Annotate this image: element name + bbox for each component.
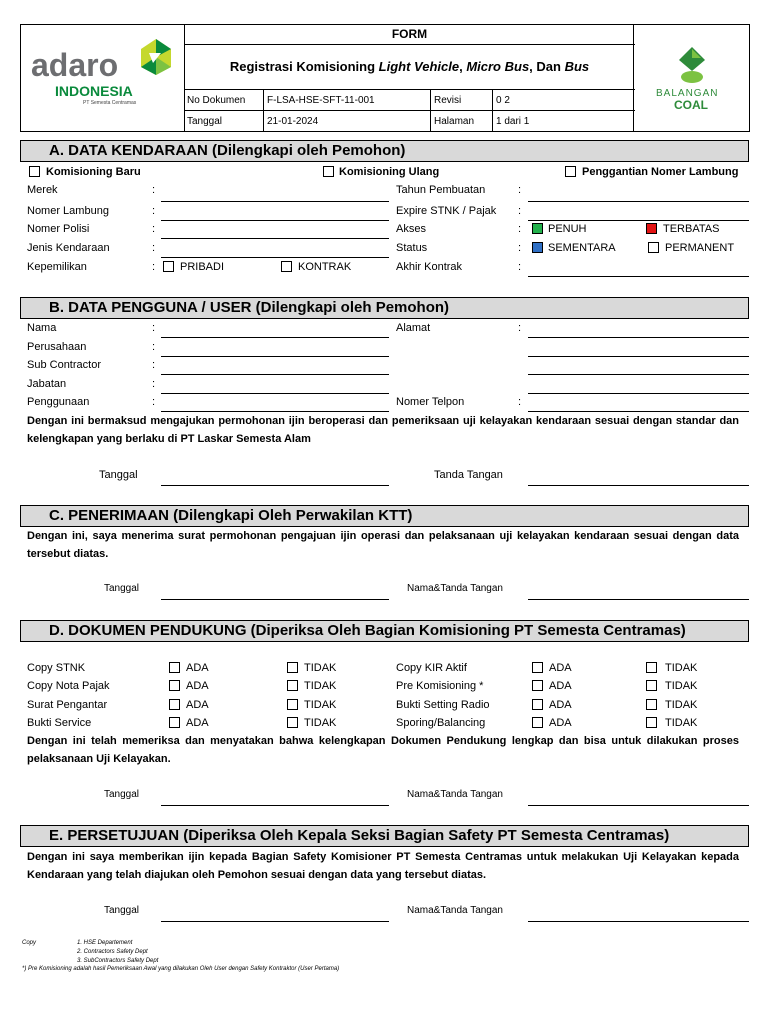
balangan-emblem-icon xyxy=(679,47,705,85)
title-light-vehicle: Light Vehicle xyxy=(378,59,460,74)
colon: : xyxy=(518,205,522,217)
colon: : xyxy=(518,322,522,334)
colon: : xyxy=(152,378,156,390)
no-dokumen-value: F-LSA-HSE-SFT-11-001 xyxy=(264,90,431,110)
penuh-checkbox[interactable] xyxy=(532,223,543,234)
section-e-title: E. PERSETUJUAN (Diperiksa Oleh Kepala Seksi Bagian Safety PT Semesta Centramas) xyxy=(20,825,749,847)
c-nama-ttd-label: Nama&Tanda Tangan xyxy=(407,583,503,594)
akhir-kontrak-label: Akhir Kontrak xyxy=(396,261,463,273)
nomer-lambung-field[interactable] xyxy=(161,220,389,221)
title-part: Registrasi Komisioning xyxy=(229,59,379,74)
e-tanggal-label: Tanggal xyxy=(104,905,140,916)
akhir-kontrak-field[interactable] xyxy=(528,276,749,277)
d-ada-checkbox[interactable] xyxy=(532,680,543,691)
d-tidak-checkbox[interactable] xyxy=(287,717,298,728)
d-tidak-label: TIDAK xyxy=(665,680,698,692)
tanggal-value: 21-01-2024 xyxy=(264,111,431,131)
d-tidak-checkbox[interactable] xyxy=(287,699,298,710)
d-ada-checkbox[interactable] xyxy=(532,699,543,710)
jenis-kendaraan-field[interactable] xyxy=(161,257,389,258)
section-b-statement: Dengan ini bermaksud mengajukan permohonan ijin beroperasi dan pemeriksaan uji kelayakan kendaraan sesuai dengan standar dan kelengkapan yang berlaku di PT Laskar Semesta Alam xyxy=(27,415,739,445)
footer-copy-item: 2. Contractors Safety Dept xyxy=(77,949,148,955)
d-ada-label: ADA xyxy=(549,680,572,692)
tahun-pembuatan-label: Tahun Pembuatan xyxy=(396,184,486,196)
nama-field[interactable] xyxy=(161,337,389,338)
expire-field[interactable] xyxy=(528,220,749,221)
footer-copy-item: 1. HSE Departement xyxy=(77,940,133,946)
balangan-logo xyxy=(633,25,749,131)
permanent-checkbox[interactable] xyxy=(648,242,659,253)
alamat-field-3[interactable] xyxy=(528,374,749,375)
d-ada-label: ADA xyxy=(186,699,209,711)
tanggal-label: Tanggal xyxy=(184,111,264,131)
colon: : xyxy=(152,242,156,254)
d-left-item: Bukti Service xyxy=(27,717,92,729)
d-ada-checkbox[interactable] xyxy=(532,717,543,728)
d-ada-checkbox[interactable] xyxy=(169,662,180,673)
halaman-value: 1 dari 1 xyxy=(496,115,530,127)
colon: : xyxy=(152,205,156,217)
nomer-telpon-label: Nomer Telpon xyxy=(396,396,465,408)
d-tidak-label: TIDAK xyxy=(304,680,337,692)
title-row xyxy=(184,45,635,90)
b-tanggal-label: Tanggal xyxy=(99,469,138,481)
adaro-wordmark: adaro xyxy=(31,47,119,83)
tahun-pembuatan-field[interactable] xyxy=(528,201,749,202)
section-a-title: A. DATA KENDARAAN (Dilengkapi oleh Pemohon) xyxy=(20,140,749,162)
jabatan-label: Jabatan xyxy=(27,378,67,390)
d-tidak-label: TIDAK xyxy=(665,662,698,674)
alamat-field-1[interactable] xyxy=(528,337,749,338)
d-tidak-label: TIDAK xyxy=(665,717,698,729)
komisioning-ulang-checkbox[interactable] xyxy=(323,166,334,177)
colon: : xyxy=(518,396,522,408)
b-tanggal-field[interactable] xyxy=(161,485,389,486)
e-nama-ttd-label: Nama&Tanda Tangan xyxy=(407,905,503,916)
expire-label: Expire STNK / Pajak xyxy=(396,205,497,217)
e-tanggal-field[interactable] xyxy=(161,921,389,922)
d-ada-label: ADA xyxy=(186,680,209,692)
penuh-label: PENUH xyxy=(548,223,587,235)
revisi-value: 0 2 xyxy=(496,94,510,106)
perusahaan-field[interactable] xyxy=(161,356,389,357)
d-ada-label: ADA xyxy=(549,662,572,674)
title-bus: Bus xyxy=(564,59,590,74)
revisi-label: Revisi xyxy=(431,90,493,110)
alamat-field-2[interactable] xyxy=(528,356,749,357)
colon: : xyxy=(518,184,522,196)
sementara-checkbox[interactable] xyxy=(532,242,543,253)
jabatan-field[interactable] xyxy=(161,393,389,394)
d-ada-checkbox[interactable] xyxy=(169,680,180,691)
form-header xyxy=(20,24,750,132)
d-left-item: Surat Pengantar xyxy=(27,699,108,711)
title-micro-bus: Micro Bus xyxy=(466,59,530,74)
d-tidak-label: TIDAK xyxy=(304,717,337,729)
d-ada-checkbox[interactable] xyxy=(169,717,180,728)
title-part: , Dan xyxy=(529,59,565,74)
d-right-item: Bukti Setting Radio xyxy=(396,699,490,711)
d-tidak-checkbox[interactable] xyxy=(646,699,657,710)
kontrak-label: KONTRAK xyxy=(298,261,352,273)
colon: : xyxy=(152,184,156,196)
form-label: FORM xyxy=(391,27,428,41)
penggunaan-label: Penggunaan xyxy=(27,396,90,408)
d-ada-label: ADA xyxy=(549,717,572,729)
adaro-indonesia: INDONESIA xyxy=(55,83,133,99)
penggantian-label: Penggantian Nomer Lambung xyxy=(582,166,739,178)
form-label-row xyxy=(184,25,635,45)
no-dokumen-label: No Dokumen xyxy=(184,90,264,110)
d-ada-label: ADA xyxy=(549,699,572,711)
b-tanda-tangan-label: Tanda Tangan xyxy=(434,469,503,481)
komisioning-ulang-label: Komisioning Ulang xyxy=(339,166,440,178)
colon: : xyxy=(152,261,156,273)
date-row xyxy=(184,111,635,131)
d-tidak-checkbox[interactable] xyxy=(646,680,657,691)
d-right-item: Sporing/Balancing xyxy=(396,717,486,729)
colon: : xyxy=(152,341,156,353)
section-d-statement: Dengan ini telah memeriksa dan menyatakan bahwa kelengkapan Dokumen Pendukung lengkap dan bisa untuk dilakukan proses pelaksanaan Uji Kelayakan. xyxy=(27,735,739,765)
d-right-item: Pre Komisioning * xyxy=(396,680,484,692)
d-left-item: Copy Nota Pajak xyxy=(27,680,110,692)
e-nama-ttd-field[interactable] xyxy=(528,921,749,922)
colon: : xyxy=(152,322,156,334)
d-tidak-checkbox[interactable] xyxy=(287,662,298,673)
komisioning-baru-checkbox[interactable] xyxy=(29,166,40,177)
alamat-label: Alamat xyxy=(396,322,431,334)
d-ada-checkbox[interactable] xyxy=(532,662,543,673)
nomer-polisi-field[interactable] xyxy=(161,238,389,239)
d-tidak-label: TIDAK xyxy=(665,699,698,711)
jenis-kendaraan-label: Jenis Kendaraan xyxy=(27,242,110,254)
nomer-lambung-label: Nomer Lambung xyxy=(27,205,109,217)
terbatas-checkbox[interactable] xyxy=(646,223,657,234)
pribadi-label: PRIBADI xyxy=(180,261,225,273)
footer-note: *) Pre Komisioning adalah hasil Pemeriksaan Awal yang dilakukan Oleh User dengan Safety Kontraktor (User Pertama) xyxy=(22,966,340,972)
adaro-emblem-icon xyxy=(139,37,173,77)
colon: : xyxy=(518,242,522,254)
footer-copy-label: Copy xyxy=(22,940,37,946)
pribadi-checkbox[interactable] xyxy=(163,261,174,272)
kepemilikan-label: Kepemilikan xyxy=(27,261,87,273)
header-center xyxy=(184,25,635,131)
c-tanggal-field[interactable] xyxy=(161,599,389,600)
colon: : xyxy=(518,261,522,273)
section-c-statement: Dengan ini, saya menerima surat permohonan pengajuan ijin operasi dan pelaksanaan uji kelayakan kendaraan sesuai dengan data tersebut diatas. xyxy=(27,530,739,560)
adaro-logo xyxy=(21,25,185,131)
colon: : xyxy=(518,223,522,235)
komisioning-baru-label: Komisioning Baru xyxy=(46,166,141,178)
akses-label: Akses xyxy=(396,223,426,235)
d-nama-ttd-label: Nama&Tanda Tangan xyxy=(407,789,503,800)
colon: : xyxy=(152,223,156,235)
section-c-title: C. PENERIMAAN (Dilengkapi Oleh Perwakilan KTT) xyxy=(20,505,749,527)
d-tanggal-label: Tanggal xyxy=(104,789,140,800)
merek-field[interactable] xyxy=(161,201,389,202)
d-tanggal-field[interactable] xyxy=(161,805,389,806)
status-label: Status xyxy=(396,242,428,254)
d-tidak-checkbox[interactable] xyxy=(646,662,657,673)
adaro-tagline: PT Semesta Centramas xyxy=(83,100,137,106)
form-title xyxy=(184,45,635,89)
sub-contractor-label: Sub Contractor xyxy=(27,359,101,371)
colon: : xyxy=(152,359,156,371)
d-tidak-label: TIDAK xyxy=(304,699,337,711)
d-ada-label: ADA xyxy=(186,717,209,729)
section-e-statement: Dengan ini saya memberikan ijin kepada Bagian Safety Komisioner PT Semesta Centramas untuk melakukan Uji Kelayakan kepada Kendaraan yang telah diajukan oleh Pemohon sesuai dengan data yang tersebut diatas. xyxy=(27,851,739,881)
d-ada-label: ADA xyxy=(186,662,209,674)
footer-copy-item: 3. SubContractors Safety Dept xyxy=(77,958,159,964)
d-right-item: Copy KIR Aktif xyxy=(396,662,467,674)
title-part: , xyxy=(459,59,467,74)
d-ada-checkbox[interactable] xyxy=(169,699,180,710)
d-tidak-label: TIDAK xyxy=(304,662,337,674)
merek-label: Merek xyxy=(27,184,58,196)
sub-contractor-field[interactable] xyxy=(161,374,389,375)
halaman-label: Halaman xyxy=(431,111,493,131)
c-tanggal-label: Tanggal xyxy=(104,583,140,594)
permanent-label: PERMANENT xyxy=(665,242,735,254)
terbatas-label: TERBATAS xyxy=(663,223,720,235)
nama-label: Nama xyxy=(27,322,57,334)
colon: : xyxy=(152,396,156,408)
perusahaan-label: Perusahaan xyxy=(27,341,87,353)
d-left-item: Copy STNK xyxy=(27,662,86,674)
d-nama-ttd-field[interactable] xyxy=(528,805,749,806)
balangan-text: BALANGAN xyxy=(656,88,719,99)
penggantian-checkbox[interactable] xyxy=(565,166,576,177)
coal-text: COAL xyxy=(674,98,708,112)
nomer-polisi-label: Nomer Polisi xyxy=(27,223,90,235)
b-tanda-tangan-field[interactable] xyxy=(528,485,749,486)
d-tidak-checkbox[interactable] xyxy=(287,680,298,691)
alamat-field-4[interactable] xyxy=(528,393,749,394)
section-d-title: D. DOKUMEN PENDUKUNG (Diperiksa Oleh Bagian Komisioning PT Semesta Centramas) xyxy=(20,620,749,642)
d-tidak-checkbox[interactable] xyxy=(646,717,657,728)
kontrak-checkbox[interactable] xyxy=(281,261,292,272)
sementara-label: SEMENTARA xyxy=(548,242,616,254)
section-b-title: B. DATA PENGGUNA / USER (Dilengkapi oleh Pemohon) xyxy=(20,297,749,319)
c-nama-ttd-field[interactable] xyxy=(528,599,749,600)
doc-row xyxy=(184,90,635,111)
